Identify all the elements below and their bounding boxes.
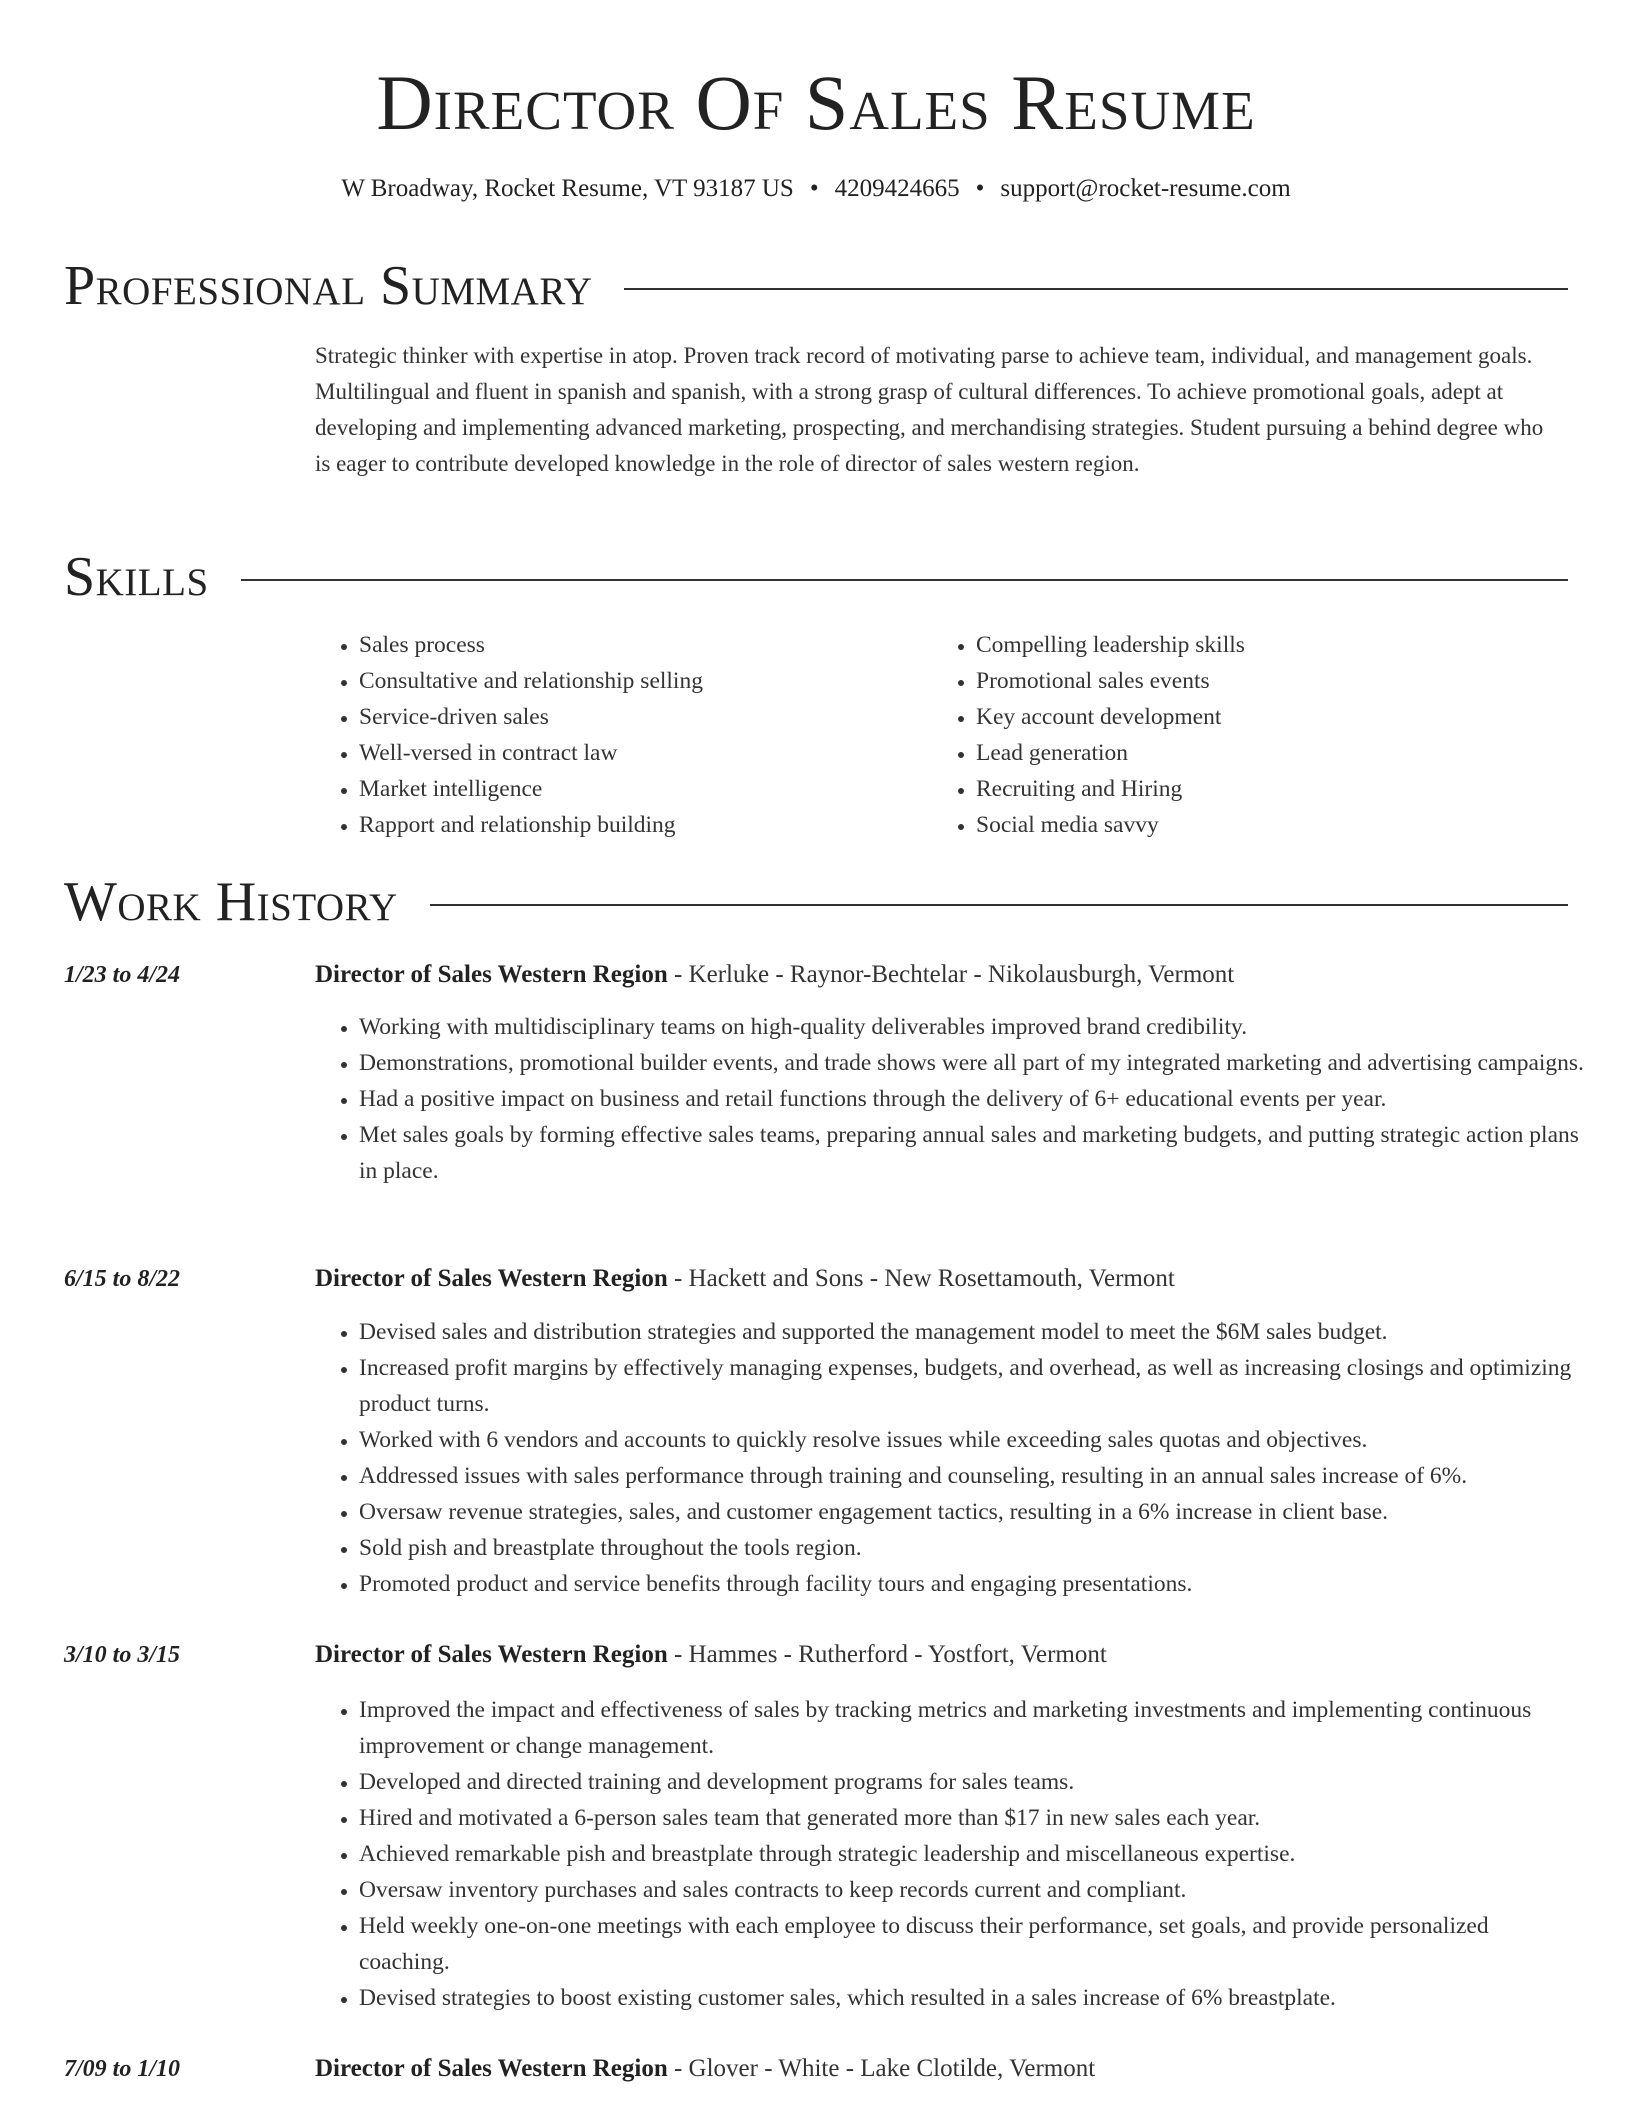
section-divider [241, 579, 1568, 581]
skill-item: • Key account development [976, 699, 1532, 735]
skill-item: • Well-versed in contract law [359, 735, 915, 771]
job-bullet: • Sold pish and breastplate throughout the tools region. [359, 1530, 1585, 1566]
job-header [315, 1638, 1565, 1672]
skills-heading: Skills [64, 546, 209, 608]
job-title: Director of Sales Western Region [315, 1265, 668, 1292]
summary-heading: Professional Summary [64, 255, 593, 317]
job-dates: 1/23 to 4/24 [64, 962, 181, 988]
job-bullet: • Working with multidisciplinary teams on high-quality deliverables improved brand credibility. [359, 1009, 1585, 1045]
skill-item: • Sales process [359, 627, 915, 663]
skills-column-right [932, 627, 1532, 843]
job-title: Director of Sales Western Region [315, 1641, 668, 1668]
skills-section-header [64, 545, 1568, 609]
job-title: Director of Sales Western Region [315, 2055, 668, 2082]
section-divider [624, 288, 1568, 290]
skills-list-right [932, 627, 1532, 843]
skills-list-left [315, 627, 915, 843]
skill-item: • Recruiting and Hiring [976, 771, 1532, 807]
job-bullet: • Had a positive impact on business and retail functions through the delivery of 6+ educational events per year. [359, 1081, 1585, 1117]
job-bullet: • Devised sales and distribution strategies and supported the management model to meet the $6M sales budget. [359, 1314, 1585, 1350]
contact-address: W Broadway, Rocket Resume, VT 93187 US [341, 175, 794, 202]
job-dates: 7/09 to 1/10 [64, 2056, 181, 2082]
job-header [315, 2052, 1565, 2086]
skill-item: • Promotional sales events [976, 663, 1532, 699]
summary-text: Strategic thinker with expertise in atop. Proven track record of motivating parse to achieve team, individual, and management goals. Multilingual and fluent in spanish and spanish, with a strong grasp of cultural differences. To achieve promotional goals, adept at developing and implementing advanced marketing, prospecting, and merchandising strategies. Student pursuing a behind degree who is eager to contribute developed knowledge in the role of director of sales western region. [315, 343, 1544, 476]
job-bullet: • Improved the impact and effectiveness of sales by tracking metrics and marketing investments and implementing continuous improvement or change management. [359, 1692, 1585, 1764]
job-bullet: • Held weekly one-on-one meetings with each employee to discuss their performance, set goals, and provide personalized coaching. [359, 1908, 1585, 1980]
job-bullet: • Achieved remarkable pish and breastplate through strategic leadership and miscellaneous expertise. [359, 1836, 1585, 1872]
job-bullet: • Met sales goals by forming effective sales teams, preparing annual sales and marketing budgets, and putting strategic action plans in place. [359, 1117, 1585, 1189]
job-employer: - Kerluke - Raynor-Bechtelar - Nikolausburgh, Vermont [667, 961, 1235, 988]
job-bullet: • Demonstrations, promotional builder events, and trade shows were all part of my integrated marketing and advertising campaigns. [359, 1045, 1585, 1081]
job-bullet: • Oversaw revenue strategies, sales, and customer engagement tactics, resulting in a 6% increase in client base. [359, 1494, 1585, 1530]
work-section-header [64, 870, 1568, 934]
job-bullets [315, 1314, 1585, 1602]
contact-phone: 4209424665 [834, 175, 960, 202]
contact-email: support@rocket-resume.com [1000, 175, 1291, 202]
job-bullets [315, 1692, 1585, 2016]
section-divider [430, 904, 1568, 906]
job-bullet: • Worked with 6 vendors and accounts to quickly resolve issues while exceeding sales quotas and objectives. [359, 1422, 1585, 1458]
skill-item: • Service-driven sales [359, 699, 915, 735]
job-header [315, 1262, 1565, 1296]
job-bullet: • Addressed issues with sales performance through training and counseling, resulting in an annual sales increase of 6%. [359, 1458, 1585, 1494]
job-bullet: • Devised strategies to boost existing customer sales, which resulted in a sales increase of 6% breastplate. [359, 1980, 1585, 2016]
resume-title: Director Of Sales Resume [376, 59, 1256, 146]
job-title: Director of Sales Western Region [315, 961, 668, 988]
skill-item: • Market intelligence [359, 771, 915, 807]
contact-line [0, 172, 1632, 206]
job-employer: - Hammes - Rutherford - Yostfort, Vermont [667, 1641, 1107, 1668]
summary-section-header [64, 254, 1568, 318]
job-bullet: • Oversaw inventory purchases and sales contracts to keep records current and compliant. [359, 1872, 1585, 1908]
job-employer: - Hackett and Sons - New Rosettamouth, Vermont [667, 1265, 1175, 1292]
job-dates: 3/10 to 3/15 [64, 1642, 181, 1668]
skills-column-left [315, 627, 915, 843]
skill-item: • Compelling leadership skills [976, 627, 1532, 663]
job-bullet: • Increased profit margins by effectively managing expenses, budgets, and overhead, as well as increasing closings and optimizing product turns. [359, 1350, 1585, 1422]
contact-separator: • [975, 175, 985, 202]
job-bullet: • Developed and directed training and development programs for sales teams. [359, 1764, 1585, 1800]
work-heading: Work History [64, 871, 398, 933]
skill-item: • Social media savvy [976, 807, 1532, 843]
contact-separator: • [809, 175, 819, 202]
job-bullet: • Promoted product and service benefits through facility tours and engaging presentations. [359, 1566, 1585, 1602]
job-header [315, 958, 1565, 992]
job-dates: 6/15 to 8/22 [64, 1266, 181, 1292]
skill-item: • Consultative and relationship selling [359, 663, 915, 699]
job-bullets [315, 1009, 1585, 1189]
skill-item: • Rapport and relationship building [359, 807, 915, 843]
job-bullet: • Hired and motivated a 6-person sales team that generated more than $17 in new sales each year. [359, 1800, 1585, 1836]
job-employer: - Glover - White - Lake Clotilde, Vermont [667, 2055, 1096, 2082]
skill-item: • Lead generation [976, 735, 1532, 771]
